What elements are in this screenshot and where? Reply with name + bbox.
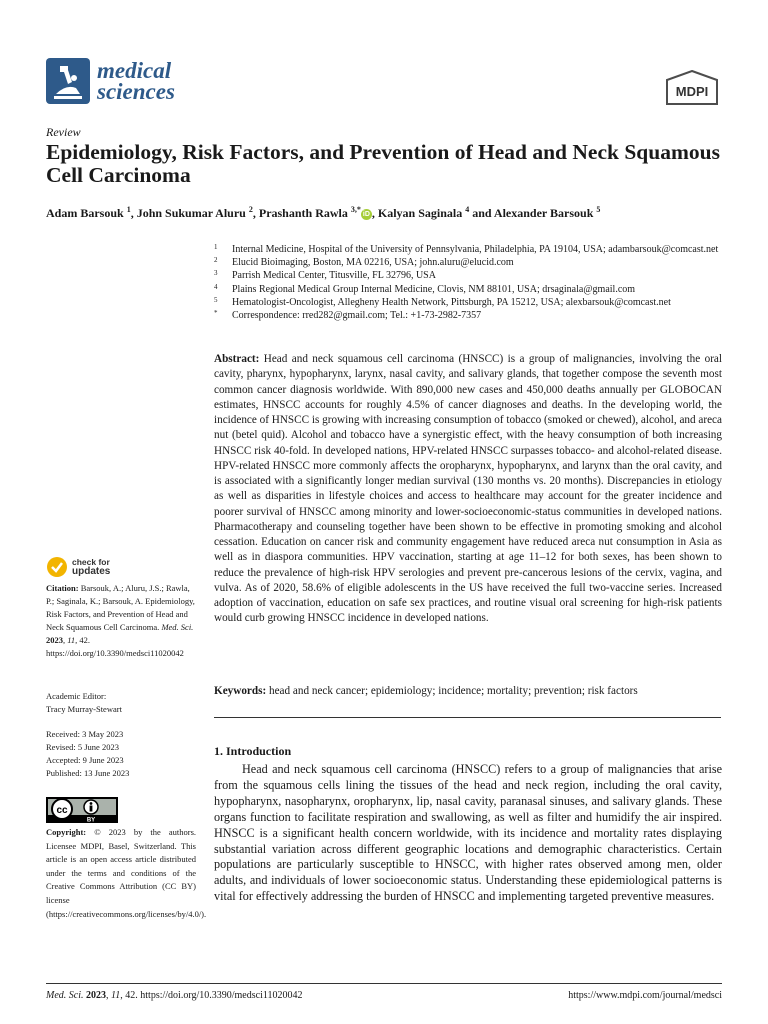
article-type: Review [46, 125, 81, 139]
check-updates-line2: updates [72, 566, 111, 577]
author-name: John Sukumar Aluru [136, 206, 249, 220]
check-updates-icon [46, 556, 68, 578]
publication-dates [46, 728, 196, 780]
cc-by-license-icon[interactable] [46, 797, 118, 823]
svg-text:MDPI: MDPI [675, 84, 709, 99]
intro-heading: 1. Introduction [214, 744, 292, 758]
keywords-text: head and neck cancer; epidemiology; incidence; mortality; prevention; risk factors [269, 685, 638, 697]
author-affiliation-mark: 5 [596, 205, 601, 214]
orcid-icon[interactable]: iD [362, 210, 370, 218]
abstract-text: Head and neck squamous cell carcinoma (HNSCC) is a group of malignancies, involving the oral cavity, pharynx, hypopharynx, larynx, nasal cavity, and salivary glands, that together compose the seventh most common cancer diagnosis worldwide. With 890,000 new cases and 450,000 deaths annually per GLOBOCAN estimates, HNSCC accounts for roughly 4.5% of cancer diagnoses and deaths. In the developing world, the incidence of HNSCC is growing with increasing consumption of tobacco (smoked or chewed), alcohol, and areca nut (betel quid). Alcohol and tobacco have a synergistic effect, with the heavy consumption of both increasing HNSCC risk 40-fold. In developed nations, HPV-related HNSCC surpasses tobacco- and alcohol-related disease. HPV-related HNSCC more commonly affects the oropharynx, hypopharynx, and larynx than the oral cavity, and is associated with a significantly longer median survival (130 months vs. 20 months). Discrepancies in etiology as well as disparities in lifestyle choices and access to healthcare may account for the greater incidence and poorer survival of HNSCC among minority and lower-socioeconomic-status communities in developed nations. Pharmacotherapy and counseling together have been shown to be effective in promoting smoking and alcohol cessation. Education on cancer risk and community engagement have reduced areca nut consumption in Asia as well as in diaspora communities. HPV vaccination, starting at age 11–12 for both sexes, has been shown to reduce the prevalence of high-risk HPV serologies and prevent pre-cancerous lesions of the cervix, vagina, and vulva. As of 2020, 58.6% of eligible adolescents in the US have received the full two-vaccine series. Increased adoption of vaccination, education on safe sex practices, and routine visual oral screening for high-risk patients would curb growing HNSCC incidence in developed nations. [214, 353, 723, 625]
footer-year: 2023 [86, 990, 106, 1001]
citation-text: Barsouk, A.; Aluru, J.S.; Rawla, P.; Saginala, K.; Barsouk, A. Epidemiology, Risk Factors, and Prevention of Head and Neck Squamous Cell Carcinoma. [46, 583, 195, 633]
author-affiliation-mark: 1 [126, 205, 131, 214]
footer-journal-url[interactable]: https://www.mdpi.com/journal/medsci [568, 990, 722, 1001]
affiliation-text: Parrish Medical Center, Titusville, FL 32796, USA [232, 270, 436, 282]
affiliation-item [214, 283, 734, 296]
footer-citation: Med. Sci. 2023, 11, 42. https://doi.org/10.3390/medsci11020042 [46, 990, 303, 1001]
affiliation-number: 1 [214, 243, 218, 251]
journal-name-line1: medical [97, 58, 172, 83]
journal-name [97, 60, 175, 102]
editor-label: Academic Editor: [46, 691, 107, 701]
footer-divider [46, 983, 722, 984]
citation-doi[interactable]: , 42. https://doi.org/10.3390/medsci11020042 [46, 635, 184, 659]
author-affiliation-mark: 2 [248, 205, 253, 214]
check-updates-line1: check for [72, 557, 110, 567]
academic-editor [46, 690, 196, 716]
article-title: Epidemiology, Risk Factors, and Prevention of Head and Neck Squamous Cell Carcinoma [46, 140, 720, 187]
affiliations [214, 243, 734, 322]
affiliation-text: Internal Medicine, Hospital of the University of Pennsylvania, Philadelphia, PA 19104, USA; adambarsouk@comcast.net [232, 244, 719, 255]
author-affiliation-mark: 4 [465, 205, 470, 214]
svg-text:cc: cc [56, 805, 68, 816]
author-name: Prashanth Rawla [258, 206, 351, 220]
author-name: Adam Barsouk [46, 206, 127, 220]
affiliation-text: Elucid Bioimaging, Boston, MA 02216, USA; john.aluru@elucid.com [232, 257, 514, 269]
date-item: Accepted: 9 June 2023 [46, 755, 124, 766]
editor-name: Tracy Murray-Stewart [46, 704, 122, 715]
affiliation-number: * [214, 309, 218, 318]
affiliation-text: Plains Regional Medical Group Internal Medicine, Clovis, NM 88101, USA; drsaginala@gmail.com [232, 283, 636, 295]
intro-body: Head and neck squamous cell carcinoma (HNSCC) refers to a group of malignancies that arise from the squamous cells lining the tissues of the head and neck region, including the oral cavity, hypopharynx, nasopharynx, oropharynx, lip, nasal cavity, paranasal sinuses, and salivary glands. These organs function to facilitate respiration and swallowing, as well as filter and humidify the air inspired. HNSCC is a significant health concern worldwide, with its incidence and mortality rates displaying substantial variation across different geographic locations and demographic characteristics. Certain populations are particularly susceptible to HNSCC, with higher rates observed among men, older adults, and individuals of lower socioeconomic status. Understanding these epidemiological patterns is vital for effectively addressing the burden of HNSCC and implementing targeted preventive measures. [214, 762, 722, 904]
date-item: Received: 3 May 2023 [46, 729, 124, 739]
keywords-label: Keywords: [214, 685, 267, 697]
citation-volume: 11 [67, 635, 76, 646]
citation-journal: Med. Sci. [161, 622, 194, 633]
footer-journal: Med. Sci. [46, 990, 84, 1001]
affiliation-text: Hematologist-Oncologist, Allegheny Health Network, Pittsburgh, PA 15212, USA; alexbarsouk@comcast.net [232, 296, 671, 308]
affiliation-item [214, 256, 734, 269]
abstract [214, 352, 722, 627]
affiliation-number: 3 [214, 269, 218, 278]
journal-name-line2: sciences [97, 79, 175, 104]
affiliation-number: 4 [214, 282, 218, 291]
author-name: Kalyan Saginala [377, 206, 466, 220]
author-list: Adam Barsouk $^1$, John Sukumar Aluru $^2$, Prashanth Rawla $^{3,*}$iD , Kalyan Saginala $^4$ and Alexander Barsouk $^5$ [46, 205, 601, 220]
svg-text:BY: BY [86, 817, 96, 823]
affiliation-item [214, 269, 734, 282]
affiliation-number: 2 [214, 256, 218, 265]
keywords [214, 684, 722, 698]
author-affiliation-mark: 3,* [350, 205, 361, 214]
section-divider [214, 717, 721, 718]
citation-label: Citation: [46, 583, 79, 593]
check-for-updates-button[interactable] [46, 556, 110, 578]
copyright-notice [46, 826, 207, 921]
citation-block: Citation: Barsouk, A.; Aluru, J.S.; Rawla, P.; Saginala, K.; Barsouk, A. Epidemiology, Risk Factors, and Prevention of Head and Neck Squamous Cell Carcinoma. Med. Sci. 2023, 11, 42. https://doi.org/10.3390/medsci11020042 [46, 583, 195, 659]
citation-year: 2023 [46, 635, 63, 646]
affiliation-item [214, 309, 734, 322]
affiliation-item [214, 243, 734, 256]
microscope-icon [46, 58, 90, 104]
date-item: Revised: 5 June 2023 [46, 742, 119, 753]
footer-volume: 11 [111, 990, 121, 1001]
author-name: Alexander Barsouk [493, 206, 597, 220]
affiliation-text: Correspondence: rred282@gmail.com; Tel.: +1-73-2982-7357 [232, 310, 482, 322]
affiliation-item [214, 296, 734, 309]
abstract-label: Abstract: [214, 353, 260, 365]
mdpi-logo [665, 70, 719, 106]
date-item: Published: 13 June 2023 [46, 768, 130, 779]
copyright-text: © 2023 by the authors. Licensee MDPI, Basel, Switzerland. This article is an open access article distributed under the terms and conditions of the Creative Commons Attribution (CC BY) license (https://creativecommons.org/licenses/by/4.0/). [46, 827, 207, 919]
copyright-label: Copyright: [46, 827, 87, 837]
affiliation-number: 5 [214, 295, 218, 304]
footer-doi-link[interactable]: , 42. https://doi.org/10.3390/medsci11020042 [120, 990, 303, 1001]
